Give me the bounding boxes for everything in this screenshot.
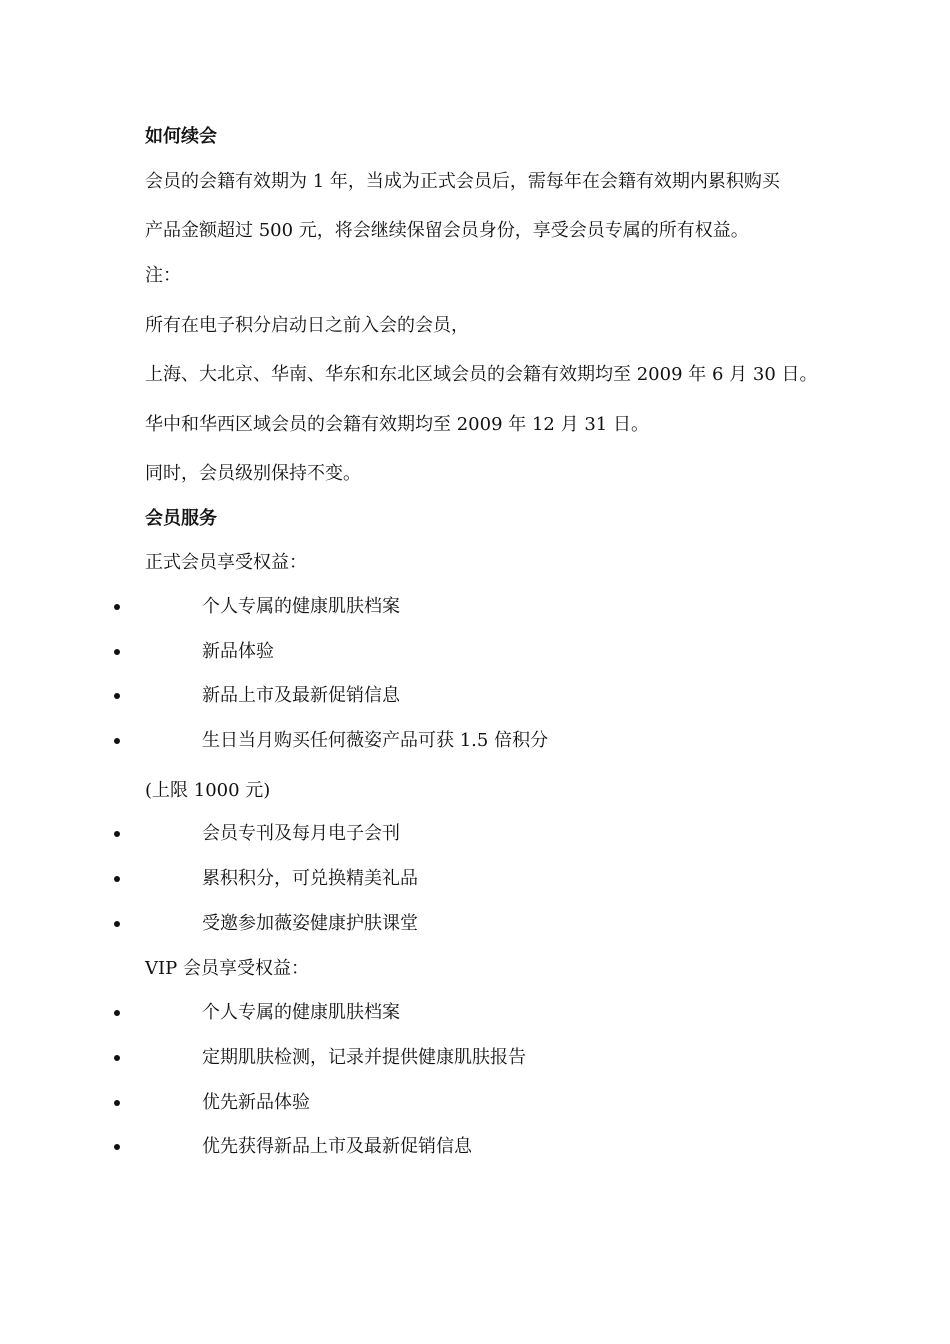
list-item-continuation: (上限 1000 元) [145,780,271,801]
note-line-3: 华中和华西区域会员的会籍有效期均至 2009 年 12 月 31 日。 [145,414,649,435]
list-item-text: 优先获得新品上市及最新促销信息 [202,1136,472,1157]
renewal-paragraph-line-2: 产品金额超过 500 元，将会继续保留会员身份，享受会员专属的所有权益。 [145,220,749,241]
note-line-2: 上海、大北京、华南、华东和东北区域会员的会籍有效期均至 2009 年 6 月 30 日。 [145,364,818,385]
note-line-4: 同时，会员级别保持不变。 [145,463,361,484]
list-item-text: 个人专属的健康肌肤档案 [202,596,400,617]
list-item [0,1046,950,1070]
vip-benefits-intro: VIP 会员享受权益： [145,958,309,979]
list-item-text: 累积积分，可兑换精美礼品 [202,868,418,889]
bullet-icon [114,876,120,882]
renewal-heading: 如何续会 [145,126,217,147]
bullet-icon [114,693,120,699]
bullet-icon [114,1144,120,1150]
bullet-icon [114,921,120,927]
list-item-text: 优先新品体验 [202,1092,310,1113]
regular-benefits-intro: 正式会员享受权益： [145,552,307,573]
list-item-text: 生日当月购买任何薇姿产品可获 1.5 倍积分 [202,730,549,751]
list-item [0,684,950,708]
list-item-text: 定期肌肤检测，记录并提供健康肌肤报告 [202,1047,526,1068]
bullet-icon [114,1010,120,1016]
list-item [0,867,950,891]
list-item [0,1091,950,1115]
list-item [0,822,950,846]
bullet-icon [114,1055,120,1061]
list-item [0,640,950,664]
list-item-text: 受邀参加薇姿健康护肤课堂 [202,913,418,934]
bullet-icon [114,738,120,744]
list-item-text: 个人专属的健康肌肤档案 [202,1002,400,1023]
list-item-text: 新品上市及最新促销信息 [202,685,400,706]
note-label: 注： [145,265,181,286]
list-item [0,729,950,753]
bullet-icon [114,831,120,837]
list-item [0,1001,950,1025]
bullet-icon [114,604,120,610]
list-item-text: 新品体验 [202,641,274,662]
list-item [0,595,950,619]
renewal-paragraph-line-1: 会员的会籍有效期为 1 年，当成为正式会员后，需每年在会籍有效期内累积购买 [145,171,780,192]
list-item [0,1135,950,1159]
note-line-1: 所有在电子积分启动日之前入会的会员， [145,315,469,336]
list-item [0,912,950,936]
services-heading: 会员服务 [145,508,217,529]
list-item-text: 会员专刊及每月电子会刊 [202,823,400,844]
bullet-icon [114,649,120,655]
bullet-icon [114,1100,120,1106]
